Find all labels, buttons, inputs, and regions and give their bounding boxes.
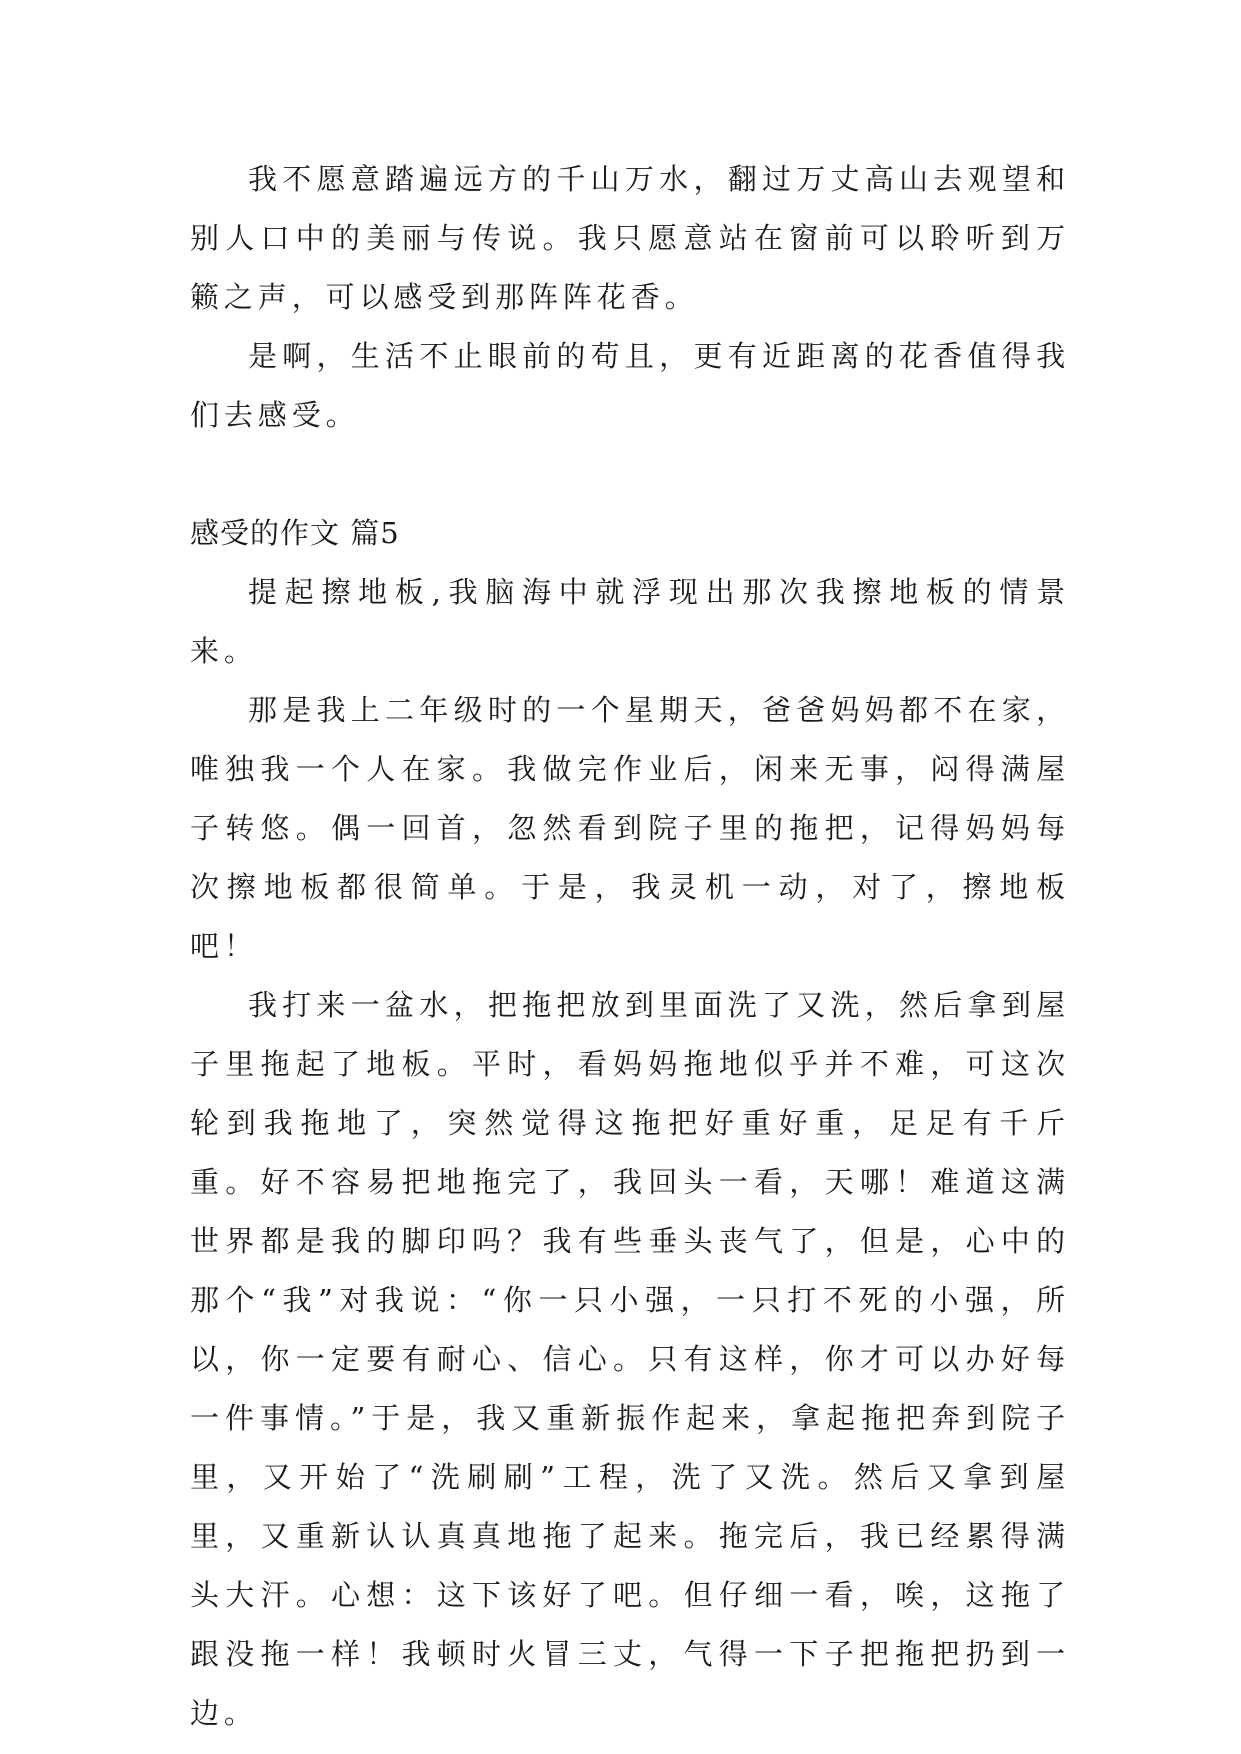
- document-page: [190, 150, 1070, 1743]
- paragraph: 提起擦地板,我脑海中就浮现出那次我擦地板的情景来。: [190, 575, 1070, 668]
- paragraph: 我不愿意踏遍远方的千山万水，翻过万丈高山去观望和别人口中的美丽与传说。我只愿意站在窗前可以聆听到万籁之声，可以感受到那阵阵花香。: [190, 162, 1070, 314]
- paragraph: 是啊，生活不止眼前的苟且，更有近距离的花香值得我们去感受。: [190, 339, 1070, 432]
- paragraph: 我打来一盆水，把拖把放到里面洗了又洗，然后拿到屋子里拖起了地板。平时，看妈妈拖地似乎并不难，可这次轮到我拖地了，突然觉得这拖把好重好重，足足有千斤重。好不容易把地拖完了，我回头一看，天哪！难道这满世界都是我的脚印吗？我有些垂头丧气了，但是，心中的那个“我”对我说：“你一只小强，一只打不死的小强，所以，你一定要有耐心、信心。只有这样，你才可以办好每一件事情。”于是，我又重新振作起来，拿起拖把奔到院子里，又开始了“洗刷刷”工程，洗了又洗。然后又拿到屋里，又重新认认真真地拖了起来。拖完后，我已经累得满头大汗。心想：这下该好了吧。但仔细一看，唉，这拖了跟没拖一样！我顿时火冒三丈，气得一下子把拖把扔到一边。: [190, 988, 1070, 1730]
- section-heading: 感受的作文 篇5: [190, 516, 400, 550]
- paragraph: 那是我上二年级时的一个星期天，爸爸妈妈都不在家，唯独我一个人在家。我做完作业后，闲来无事，闷得满屋子转悠。偶一回首，忽然看到院子里的拖把，记得妈妈每次擦地板都很简单。于是，我灵机一动，对了，擦地板吧！: [190, 693, 1070, 963]
- section-spacer: [190, 445, 1070, 504]
